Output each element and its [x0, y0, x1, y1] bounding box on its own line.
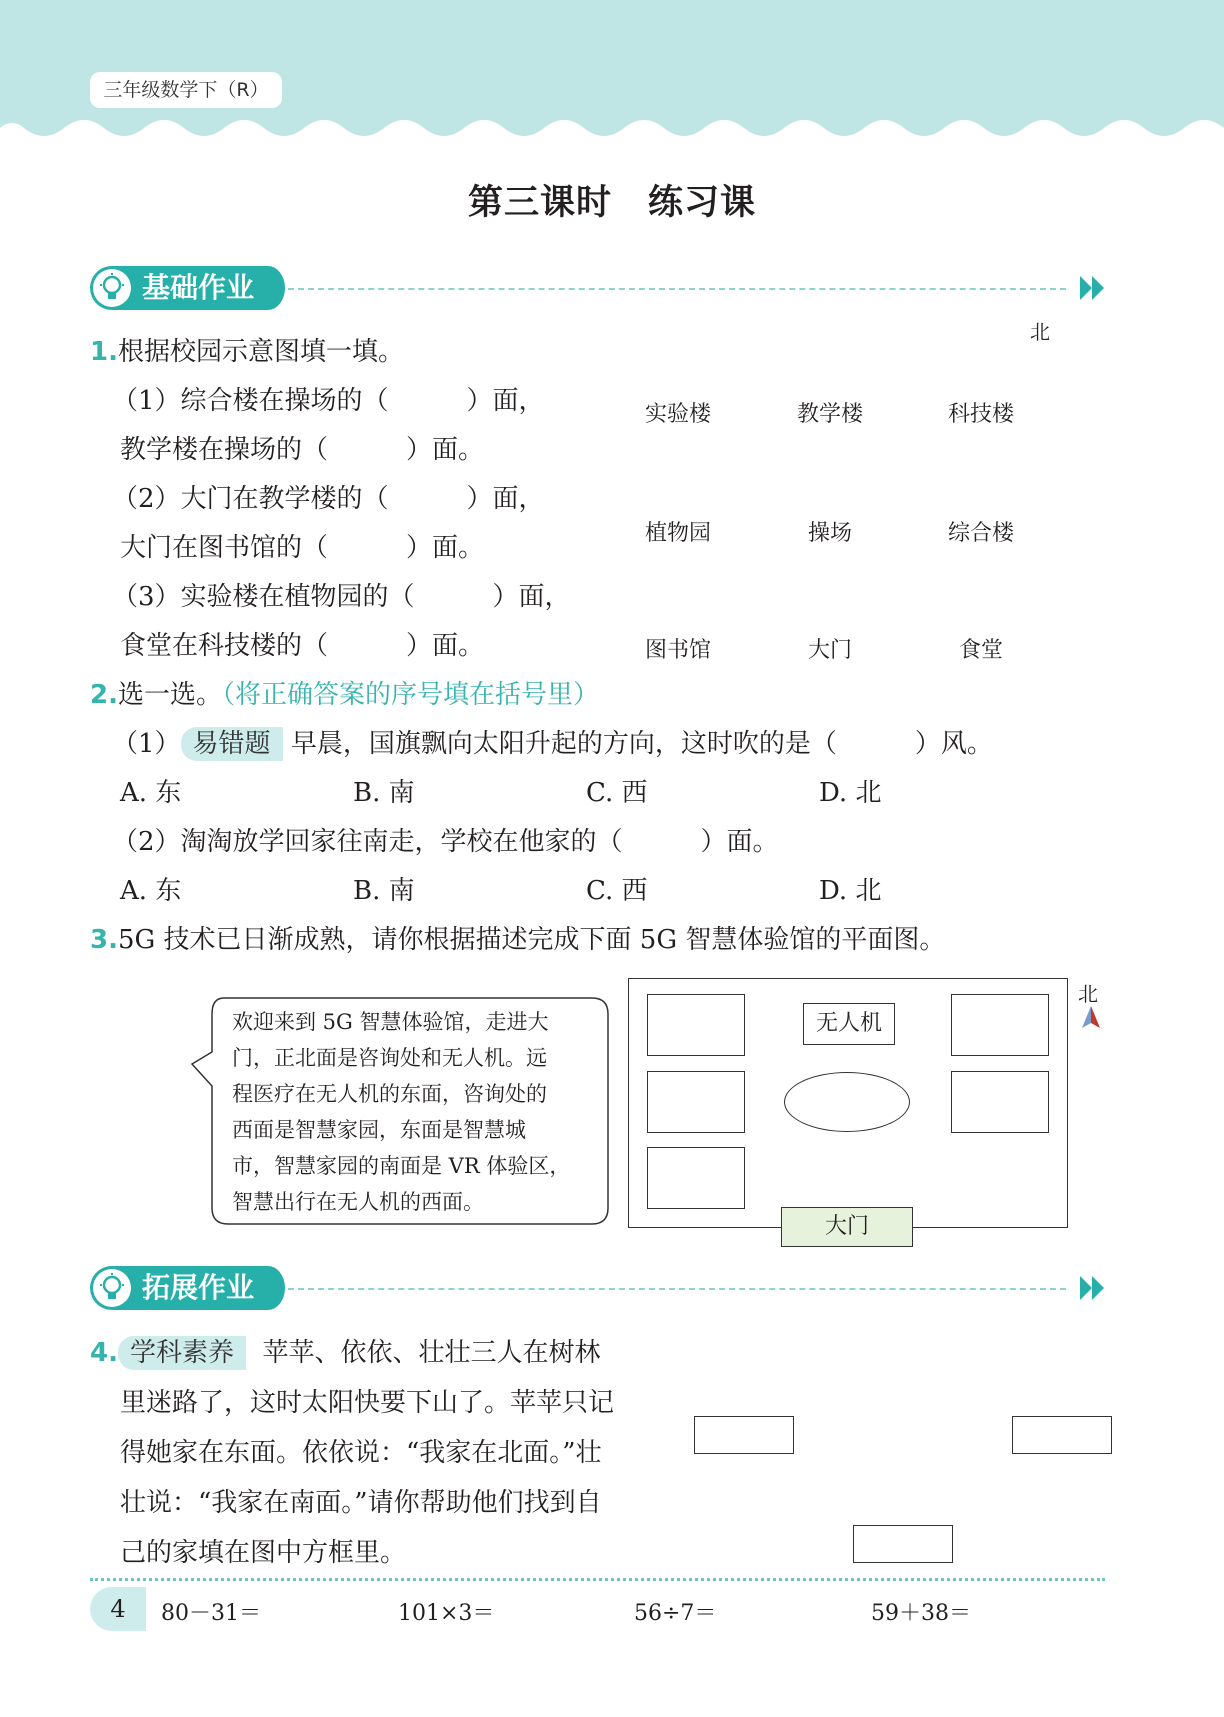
- q2-sub1-option-b: B. 南: [353, 778, 415, 808]
- section-title-extend: 拓展作业: [142, 1271, 255, 1304]
- q4-line-5: 己的家填在图中方框里。: [120, 1538, 407, 1568]
- q4-answer-box-right[interactable]: [1012, 1416, 1112, 1454]
- q2-sub2-option-b: B. 南: [353, 876, 415, 906]
- map-cell-playground: 操场: [807, 521, 852, 546]
- map-cell-complex: 综合楼: [947, 521, 1014, 546]
- map-cell-garden: 植物园: [644, 521, 711, 546]
- q3-number: 3.: [90, 925, 118, 955]
- q1-line-6: 食堂在科技楼的（ ）面。: [120, 631, 485, 661]
- section-title-basic: 基础作业: [142, 271, 255, 304]
- footer-exercise-2: 101×3＝: [398, 1601, 495, 1626]
- map-cell-library: 图书馆: [644, 638, 711, 663]
- q2-sub2-option-a: A. 东: [120, 876, 182, 906]
- plan-box-top-right[interactable]: [951, 994, 1049, 1056]
- q2-sub1-tag: 易错题: [181, 727, 283, 761]
- bubble-line-1: 欢迎来到 5G 智慧体验馆，走进大: [232, 1010, 549, 1034]
- q1-number: 1.: [90, 337, 118, 367]
- plan-box-top-left[interactable]: [647, 994, 745, 1056]
- q4-line-3: 得她家在东面。依依说：“我家在北面。”壮: [120, 1438, 602, 1468]
- q4-answer-box-bottom[interactable]: [853, 1525, 953, 1563]
- q2-sub1-option-c: C. 西: [586, 778, 648, 808]
- page-number: 4: [90, 1587, 146, 1631]
- map-cell-lab: 实验楼: [644, 402, 711, 427]
- q1-stem-text: 根据校园示意图填一填。: [117, 337, 404, 367]
- plan-box-mid-right[interactable]: [951, 1071, 1049, 1133]
- q2-hint: （将正确答案的序号填在括号里）: [221, 680, 599, 710]
- q2-stem-text: 选一选。: [117, 680, 222, 710]
- bubble-line-4: 西面是智慧家园，东面是智慧城: [232, 1118, 526, 1142]
- q1-line-1: （1）综合楼在操场的（ ）面，: [112, 386, 545, 416]
- section-header-basic: [90, 266, 1105, 310]
- q2-sub1-option-d: D. 北: [819, 778, 882, 808]
- lightbulb-icon: [96, 272, 128, 304]
- q2-sub1: [112, 726, 993, 762]
- q2-sub1-prefix: （1）: [112, 729, 181, 759]
- q2-sub1-option-a: A. 东: [120, 778, 182, 808]
- q3-north-label: 北: [1078, 982, 1098, 1006]
- q1-line-4: 大门在图书馆的（ ）面。: [120, 533, 485, 563]
- q4-answer-box-left[interactable]: [694, 1416, 794, 1454]
- section-header-extend: [90, 1266, 1105, 1310]
- plan-box-bottom-left[interactable]: [647, 1147, 745, 1209]
- double-arrow-icon: [1080, 276, 1106, 300]
- q1-line-5: （3）实验楼在植物园的（ ）面，: [112, 582, 571, 612]
- plan-label-gate: 大门: [781, 1207, 913, 1247]
- plan-label-drone: 无人机: [803, 1003, 895, 1045]
- map-cell-teaching: 教学楼: [796, 402, 863, 427]
- plan-ellipse-consult[interactable]: [784, 1072, 910, 1132]
- q2-sub2-option-d: D. 北: [819, 876, 882, 906]
- q1-line-2: 教学楼在操场的（ ）面。: [120, 435, 485, 465]
- q2-number: 2.: [90, 680, 118, 710]
- q4-line-4: 壮说：“我家在南面。”请你帮助他们找到自: [120, 1488, 602, 1518]
- lesson-title: 第三课时 练习课: [467, 183, 756, 223]
- footer-exercise-3: 56÷7＝: [634, 1601, 717, 1626]
- bubble-line-3: 程医疗在无人机的东面，咨询处的: [232, 1082, 547, 1106]
- q1-stem: [90, 334, 404, 370]
- q4-number: 4.: [90, 1338, 118, 1368]
- bubble-line-6: 智慧出行在无人机的西面。: [232, 1190, 484, 1214]
- q2-sub1-text: 早晨，国旗飘向太阳升起的方向，这时吹的是（ ）风。: [290, 729, 993, 759]
- footer-exercise-1: 80－31＝: [161, 1601, 261, 1626]
- map-cell-gate: 大门: [807, 638, 852, 663]
- lightbulb-icon: [96, 1272, 128, 1304]
- q4-line-2: 里迷路了，这时太阳快要下山了。苹苹只记: [120, 1388, 615, 1418]
- map-cell-canteen: 食堂: [958, 638, 1003, 663]
- q4-line-1: [90, 1335, 601, 1371]
- north-arrow-icon: [1082, 1006, 1100, 1030]
- bubble-line-5: 市，智慧家园的南面是 VR 体验区，: [232, 1154, 571, 1178]
- q4-tag: 学科素养: [118, 1336, 246, 1370]
- q2-sub2-option-c: C. 西: [586, 876, 648, 906]
- q4-line-1-text: 苹苹、依依、壮壮三人在树林: [262, 1338, 601, 1368]
- plan-box-mid-left[interactable]: [647, 1071, 745, 1133]
- map-cell-tech: 科技楼: [947, 402, 1014, 427]
- footer-exercise-4: 59＋38＝: [871, 1601, 971, 1626]
- q2-stem: [90, 677, 599, 713]
- q2-sub2: （2）淘淘放学回家往南走，学校在他家的（ ）面。: [112, 827, 779, 857]
- speech-bubble-text: [232, 1004, 604, 1220]
- q3-stem-text: 5G 技术已日渐成熟，请你根据描述完成下面 5G 智慧体验馆的平面图。: [117, 925, 946, 955]
- q1-line-3: （2）大门在教学楼的（ ）面，: [112, 484, 545, 514]
- section-divider: [288, 1288, 1066, 1290]
- section-divider: [288, 288, 1066, 290]
- q3-stem: [90, 922, 945, 958]
- q1-map-north: 北: [1030, 320, 1050, 344]
- bubble-line-2: 门，正北面是咨询处和无人机。远: [232, 1046, 547, 1070]
- book-tag: 三年级数学下（R）: [90, 72, 282, 108]
- footer-divider: [90, 1578, 1105, 1581]
- double-arrow-icon: [1080, 1276, 1106, 1300]
